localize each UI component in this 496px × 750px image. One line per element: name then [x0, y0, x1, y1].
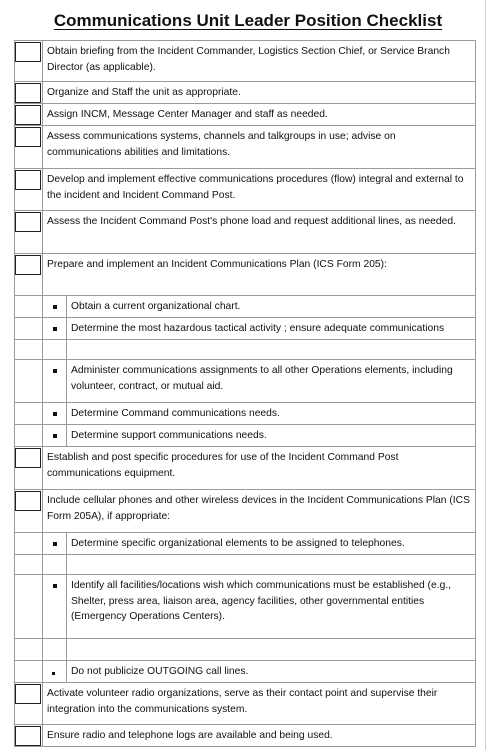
bullet-icon: [53, 327, 57, 331]
checklist-subrow: [14, 661, 476, 683]
subitem-text: Identify all facilities/locations wish which communications must be established (e.g., Shelter, press area, liaison area, agency facilities, other governmental entities (Emergency Operations Centers).: [71, 580, 452, 622]
checklist-subrow: [14, 296, 476, 318]
checkbox[interactable]: [15, 127, 41, 147]
blank-row: [14, 639, 476, 661]
bullet-icon: [52, 672, 55, 675]
subitem-text: Determine Command communications needs.: [71, 408, 280, 419]
checkbox[interactable]: [15, 726, 41, 746]
item-text: Include cellular phones and other wireless devices in the Incident Communications Plan (ICS Form 205A), if appropriate:: [47, 495, 470, 522]
item-text: Ensure radio and telephone logs are available and being used.: [47, 730, 333, 741]
checkbox[interactable]: [15, 83, 41, 103]
checklist-subrow: [14, 575, 476, 639]
checklist-row: [14, 169, 476, 211]
subitem-text: Determine the most hazardous tactical activity ; ensure adequate communications: [71, 323, 445, 334]
bullet-icon: [53, 369, 57, 373]
checklist-table: [14, 40, 476, 747]
bullet-icon: [53, 305, 57, 309]
checklist-row: [14, 490, 476, 533]
checklist-subrow: [14, 403, 476, 425]
subitem-text: Obtain a current organizational chart.: [71, 301, 241, 312]
checklist-subrow: [14, 318, 476, 340]
blank-row: [14, 340, 476, 360]
checklist-row: [14, 104, 476, 126]
item-text: Obtain briefing from the Incident Commander, Logistics Section Chief, or Service Branch Director (as applicable).: [47, 46, 450, 73]
checklist-row: [14, 82, 476, 104]
checkbox[interactable]: [15, 255, 41, 275]
item-text: Prepare and implement an Incident Communications Plan (ICS Form 205):: [47, 259, 387, 270]
item-text: Activate volunteer radio organizations, serve as their contact point and supervise their integration into the communications system.: [47, 688, 438, 715]
checklist-subrow: [14, 425, 476, 447]
bullet-icon: [53, 584, 57, 588]
item-text: Develop and implement effective communications procedures (flow) integral and external to the incident and Incident Command Post.: [47, 174, 464, 201]
checklist-subrow: [14, 360, 476, 403]
checklist-row: [14, 40, 476, 82]
checklist-row: [14, 126, 476, 169]
checkbox[interactable]: [15, 105, 41, 125]
item-text: Establish and post specific procedures for use of the Incident Command Post communications equipment.: [47, 452, 399, 479]
checkbox[interactable]: [15, 42, 41, 62]
bullet-icon: [53, 412, 57, 416]
checklist-subrow: [14, 533, 476, 555]
item-text: Assign INCM, Message Center Manager and staff as needed.: [47, 109, 328, 120]
subitem-text: Determine specific organizational elements to be assigned to telephones.: [71, 538, 405, 549]
bullet-icon: [53, 434, 57, 438]
checkbox[interactable]: [15, 491, 41, 511]
checkbox[interactable]: [15, 684, 41, 704]
checkbox[interactable]: [15, 448, 41, 468]
item-text: Assess communications systems, channels and talkgroups in use; advise on communications abilities and limitations.: [47, 131, 396, 158]
bullet-icon: [53, 542, 57, 546]
checklist-row: [14, 447, 476, 490]
subitem-text: Administer communications assignments to all other Operations elements, including volunteer, contract, or mutual aid.: [71, 365, 453, 392]
checklist-row: [14, 683, 476, 725]
item-text: Assess the Incident Command Post's phone load and request additional lines, as needed.: [47, 216, 456, 227]
checkbox[interactable]: [15, 170, 41, 190]
item-text: Organize and Staff the unit as appropriate.: [47, 87, 241, 98]
checklist-row: [14, 725, 476, 747]
subitem-text: Do not publicize OUTGOING call lines.: [71, 666, 249, 677]
checkbox[interactable]: [15, 212, 41, 232]
checklist-row: [14, 254, 476, 296]
page-title: Communications Unit Leader Position Checklist: [53, 11, 443, 30]
blank-row: [14, 555, 476, 575]
page-right-border: [485, 0, 486, 750]
checklist-row: [14, 211, 476, 254]
subitem-text: Determine support communications needs.: [71, 430, 267, 441]
